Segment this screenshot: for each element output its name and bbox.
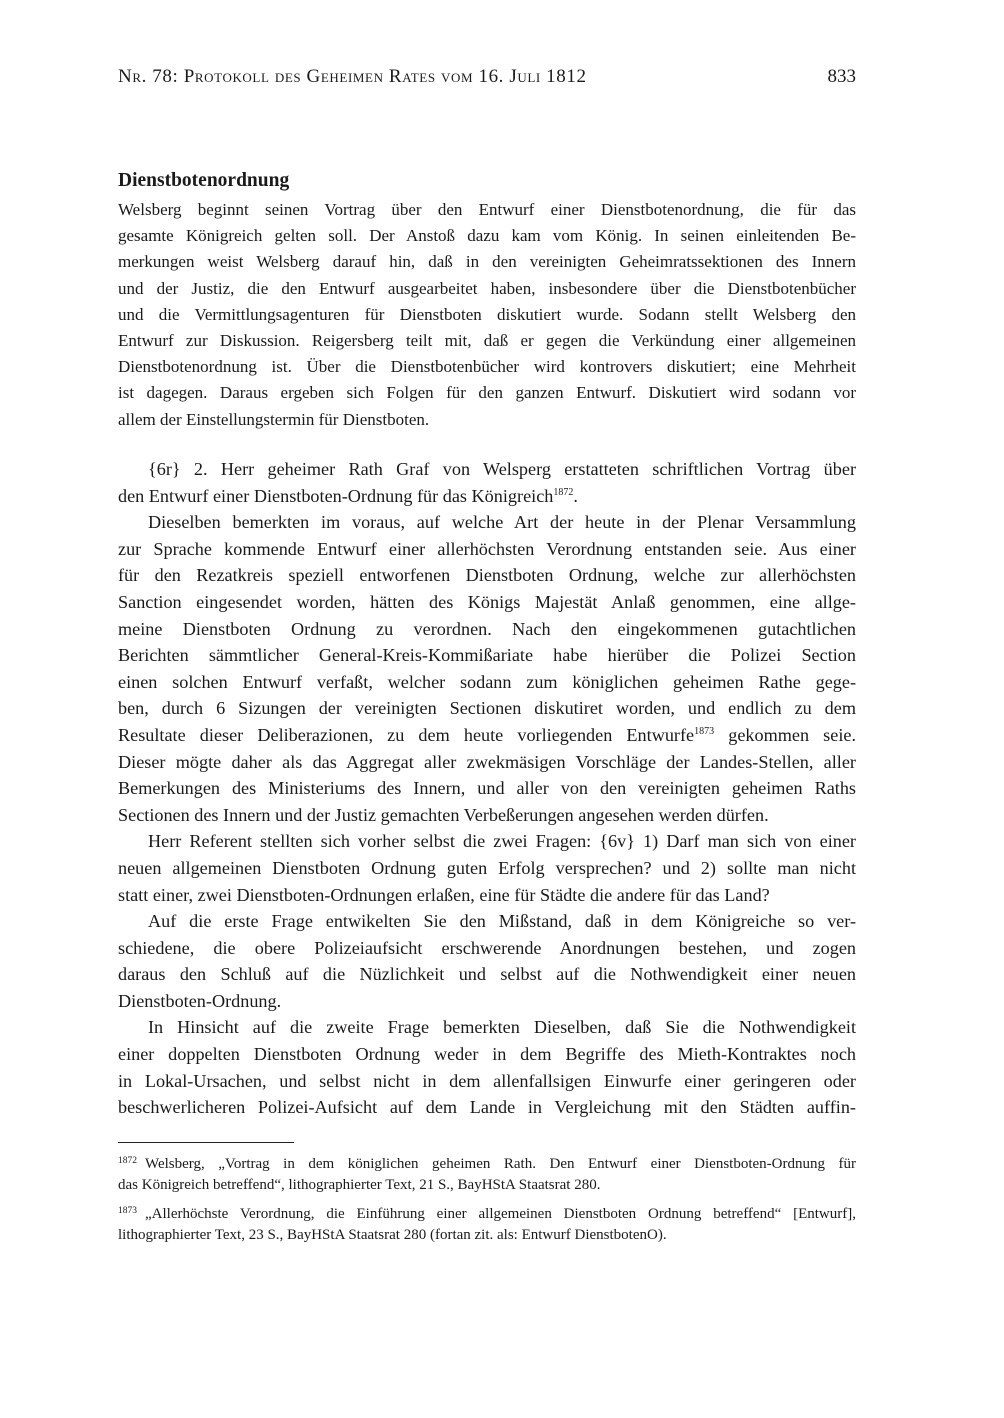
- footnote-line: lithographierter Text, 23 S., BayHStA Staatsrat 280 (fortan zit. als: Entwurf DienstbotenO).: [118, 1226, 667, 1243]
- footnote: [118, 1204, 856, 1245]
- footnote-line: $^{1873}$ „Allerhöchste Verordnung, die Einführung einer allgemeinen Dienstboten Ordnung betreffend“ [Entwurf],: [118, 1206, 856, 1222]
- text-line: In Hinsicht auf die zweite Frage bemerkten Dieselben, daß Sie die Nothwendigkeit: [148, 1017, 856, 1038]
- text-line: Sectionen des Innern und der Justiz gemachten Verbeßerungen angesehen werden dürfen.: [118, 804, 769, 825]
- summary-line: ist dagegen. Daraus ergeben sich Folgen für den ganzen Entwurf. Diskutiert wird sodann vor: [118, 383, 856, 403]
- text-line: Dieser mögte daher als das Aggregat aller zwekmäsigen Vorschläge der Landes-Stellen, aller: [118, 751, 856, 772]
- text-line: zur Sprache kommende Entwurf einer allerhöchsten Verordnung entstanden seie. Aus einer: [118, 538, 856, 559]
- summary-line: und die Vermittlungsagenturen für Dienstboten diskutiert wurde. Sodann stellt Welsberg den: [118, 304, 856, 324]
- footnotes: [118, 1154, 856, 1254]
- summary-line: Dienstbotenordnung ist. Über die Dienstbotenbücher wird kontrovers diskutiert; eine Mehrheit: [118, 357, 856, 377]
- text-line: für den Rezatkreis speziell entworfenen Dienstboten Ordnung, welche zur allerhöchsten: [118, 565, 856, 586]
- summary-line: allem der Einstellungstermin für Dienstboten.: [118, 409, 430, 429]
- footnote-line: $^{1872}$ Welsberg, „Vortrag in dem königlichen geheimen Rath. Den Entwurf einer Dienstboten-Ordnung für: [118, 1156, 856, 1172]
- running-head: Nr. 78: Protokoll des Geheimen Rates vom 16. Juli 1812: [118, 66, 587, 87]
- footnote: [118, 1154, 856, 1195]
- text-line: Auf die erste Frage entwikelten Sie den Mißstand, daß in dem Königreiche so ver-: [148, 911, 856, 932]
- text-line: einen solchen Entwurf verfaßt, welcher sodann zum königlichen geheimen Rathe gege-: [118, 671, 856, 692]
- section-title: Dienstbotenordnung: [118, 170, 290, 191]
- text-line: Dieselben bemerkten im voraus, auf welche Art der heute in der Plenar Versammlung: [148, 512, 856, 533]
- summary-line: merkungen weist Welsberg darauf hin, daß in den vereinigten Geheimratssektionen des Innern: [118, 252, 856, 272]
- footnote-number: 1873: [118, 1206, 137, 1216]
- footnote-reference[interactable]: 1873: [694, 725, 715, 737]
- text-line: Bemerkungen des Ministeriums des Innern, und aller von den vereinigten geheimen Raths: [118, 778, 856, 799]
- text-line: meine Dienstboten Ordnung zu verordnen. Nach den eingekommenen gutachtlichen: [118, 618, 856, 639]
- text-line: Resultate dieser Deliberazionen, zu dem heute vorliegenden Entwurfe$^{1873}$ gekommen seie.: [118, 724, 856, 745]
- text-line: in Lokal-Ursachen, und selbst nicht in dem allenfallsigen Einwurfe einer geringeren oder: [118, 1070, 856, 1091]
- text-line: Sanction eingesendet worden, hätten des Königs Majestät Anlaß genommen, eine allge-: [118, 591, 856, 612]
- page-number: 833: [827, 66, 856, 87]
- text-line: den Entwurf einer Dienstboten-Ordnung für das Königreich$^{1872}$.: [118, 485, 578, 506]
- text-line: schiedene, die obere Polizeiaufsicht erschwerende Anordnungen bestehen, und zogen: [118, 937, 856, 958]
- text-line: einer doppelten Dienstboten Ordnung weder in dem Begriffe des Mieth-Kontraktes noch: [118, 1044, 856, 1065]
- text-line: ben, durch 6 Sizungen der vereinigten Sectionen diskutiret worden, und endlich zu dem: [118, 698, 856, 719]
- text-line: {6r} 2. Herr geheimer Rath Graf von Welsperg erstatteten schriftlichen Vortrag über: [148, 459, 856, 479]
- text-line: statt einer, zwei Dienstboten-Ordnungen erlaßen, eine für Städte die andere für das Land?: [118, 884, 770, 905]
- body-text: [118, 456, 856, 1121]
- footnote-separator: [118, 1142, 294, 1143]
- page-header: [118, 66, 856, 94]
- footnote-reference[interactable]: 1872: [553, 486, 574, 498]
- summary-line: Entwurf zur Diskussion. Reigersberg teilt mit, daß er gegen die Verkündung einer allgemeinen: [118, 330, 856, 350]
- text-line: daraus den Schluß auf die Nüzlichkeit und selbst auf die Nothwendigkeit einer neuen: [118, 964, 856, 985]
- summary-line: Welsberg beginnt seinen Vortrag über den Entwurf einer Dienstbotenordnung, die für das: [118, 200, 856, 219]
- summary-line: gesamte Königreich gelten soll. Der Anstoß dazu kam vom König. In seinen einleitenden Be-: [118, 226, 856, 246]
- text-line: Dienstboten-Ordnung.: [118, 990, 282, 1011]
- summary-line: und der Justiz, die den Entwurf ausgearbeitet haben, insbesondere über die Dienstbotenbücher: [118, 278, 856, 298]
- footnote-line: das Königreich betreffend“, lithographierter Text, 21 S., BayHStA Staatsrat 280.: [118, 1176, 601, 1193]
- footnote-number: 1872: [118, 1156, 137, 1166]
- text-line: Berichten sämmtlicher General-Kreis-Kommißariate habe hierüber die Polizei Section: [118, 645, 856, 666]
- section-summary: [118, 197, 856, 433]
- text-line: neuen allgemeinen Dienstboten Ordnung guten Erfolg versprechen? und 2) sollte man nicht: [118, 857, 856, 878]
- text-line: beschwerlicheren Polizei-Aufsicht auf dem Lande in Vergleichung mit den Städten auffin-: [118, 1097, 856, 1118]
- text-line: Herr Referent stellten sich vorher selbst die zwei Fragen: {6v} 1) Darf man sich von einer: [148, 831, 856, 852]
